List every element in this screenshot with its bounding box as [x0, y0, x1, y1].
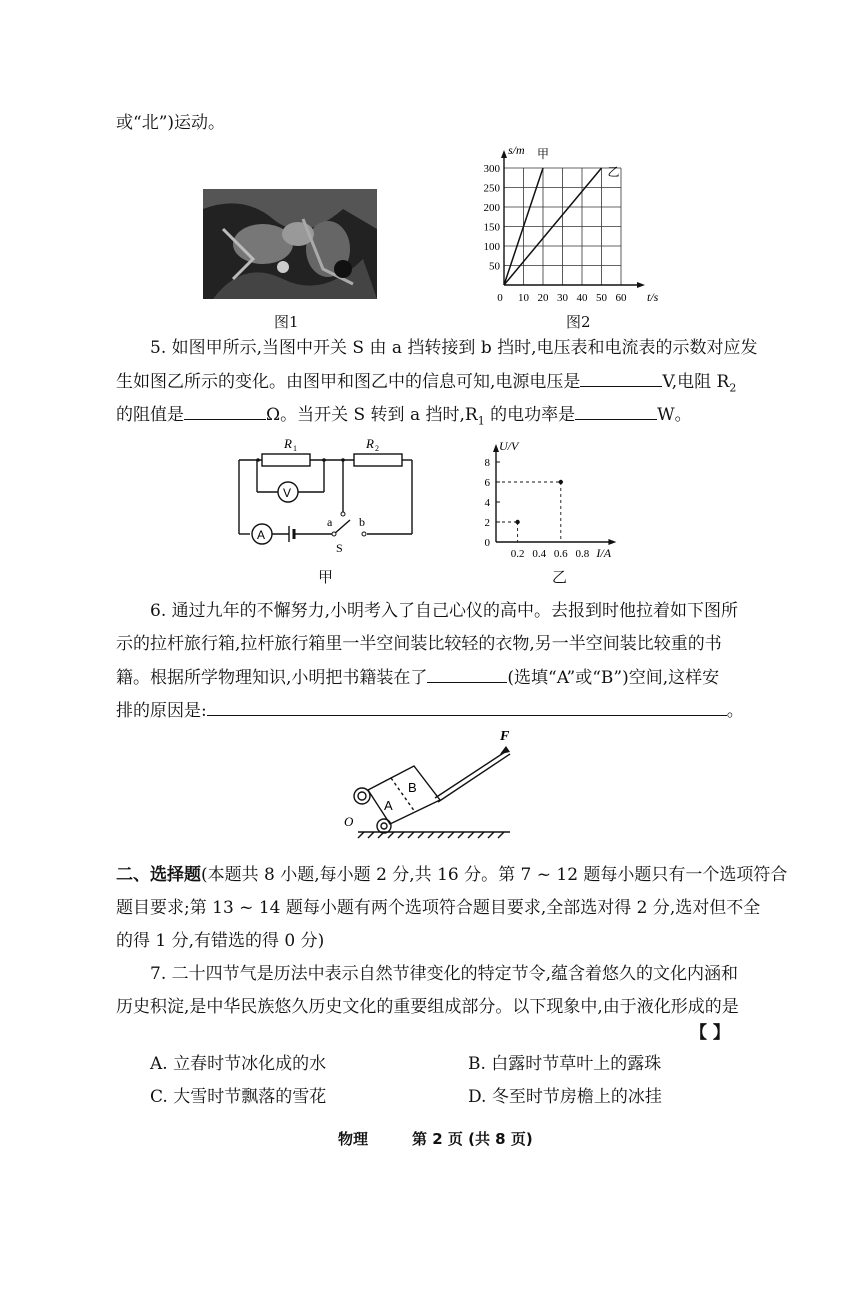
- section-2-line-3: 的得 1 分,有错选的得 0 分): [116, 931, 325, 951]
- st-graph-svg: [470, 135, 660, 310]
- y-tick-label: 300: [483, 163, 500, 175]
- voltmeter-label: V: [283, 486, 292, 500]
- q5-blank-power[interactable]: [575, 403, 657, 420]
- q5-line-3-text-c: 的电功率是: [484, 405, 576, 425]
- r1-label-sub: 1: [293, 444, 297, 453]
- series-label-jia: 甲: [537, 147, 550, 161]
- r1-label: R: [284, 436, 292, 451]
- x-tick-label: 50: [596, 292, 607, 304]
- data-point: [559, 480, 563, 484]
- continued-text: 或“北”)运动。: [116, 113, 226, 133]
- q5-line-3-text-b: Ω。当开关 S 转到 a 挡时,R: [266, 405, 478, 425]
- series-label-yi: 乙: [607, 164, 620, 179]
- x-tick-label: 10: [518, 292, 529, 304]
- x-tick-label: 0.2: [510, 548, 525, 560]
- section-2-line-2: 题目要求;第 13 ~ 14 题每小题有两个选项符合题目要求,全部选对得 2 分,选对但不全: [116, 898, 761, 918]
- pivot-o-label: O: [344, 814, 354, 829]
- y-tick-label: 150: [483, 221, 500, 234]
- y-axis-arrow: [501, 150, 507, 158]
- q7-option-c[interactable]: C. 大雪时节飘落的雪花: [150, 1087, 327, 1107]
- q5-line-3-text-d: W。: [657, 405, 692, 425]
- ui-graph-svg: [474, 432, 634, 562]
- switch-b-label: b: [359, 515, 365, 529]
- x-tick-label: 0.6: [553, 548, 568, 560]
- q6-line-3-text-b: (选填“A”或“B”)空间,这样安: [507, 668, 720, 688]
- q7-answer-bracket[interactable]: 【 】: [690, 1023, 730, 1043]
- r2-label-sub: 2: [375, 444, 379, 453]
- q5-line-2: [116, 370, 736, 399]
- x-axis-arrow: [608, 539, 616, 545]
- y-tick-label: 100: [483, 241, 500, 253]
- footer-subject: 物理: [338, 1130, 369, 1148]
- q6-suitcase-figure: [340, 728, 530, 840]
- y-tick-label: 2: [484, 517, 490, 529]
- q7-option-a[interactable]: A. 立春时节冰化成的水: [150, 1054, 327, 1074]
- x-tick-label: 0.4: [532, 548, 547, 560]
- q5-line-2-text: 生如图乙所示的变化。由图甲和图乙中的信息可知,电源电压是: [116, 372, 581, 392]
- q7-line-2: 历史积淀,是中华民族悠久历史文化的重要组成部分。以下现象中,由于液化形成的是: [116, 997, 739, 1017]
- y-tick-label: 0: [484, 537, 490, 549]
- q5-circuit-caption: 甲: [318, 568, 334, 586]
- q5-ui-graph: [474, 432, 634, 562]
- x-axis-label: I/A: [596, 546, 612, 560]
- q7-option-d[interactable]: D. 冬至时节房檐上的冰挂: [468, 1087, 662, 1107]
- q6-line-4: [116, 699, 744, 722]
- ammeter-label: A: [257, 528, 266, 542]
- space-a-label: A: [384, 798, 393, 813]
- section-2-desc-1: (本题共 8 小题,每小题 2 分,共 16 分。第 7 ~ 12 题每小题只有一个选项符合: [201, 865, 788, 885]
- x-tick-label: 60: [615, 292, 627, 304]
- x-tick-label: 0: [497, 292, 503, 304]
- q6-line-4-end: 。: [726, 701, 744, 721]
- q5-graph-caption: 乙: [552, 568, 568, 586]
- q7-option-b[interactable]: B. 白露时节草叶上的露珠: [468, 1054, 662, 1074]
- x-tick-label: 0.8: [575, 548, 590, 560]
- y-tick-label: 4: [484, 497, 490, 509]
- figure-1-caption: 图1: [274, 313, 299, 331]
- x-tick-label: 40: [576, 292, 588, 304]
- q6-line-2: 示的拉杆旅行箱,拉杆旅行箱里一半空间装比较轻的衣物,另一半空间装比较重的书: [116, 634, 722, 654]
- figure-2-caption: 图2: [566, 313, 591, 331]
- q5-blank-resistance[interactable]: [184, 403, 266, 420]
- q5-line-3: [116, 403, 692, 432]
- q7-line-1: 7. 二十四节气是历法中表示自然节律变化的特定节令,蕴含着悠久的文化内涵和: [150, 964, 739, 984]
- q6-line-4-text: 排的原因是:: [116, 701, 207, 721]
- section-2-line-1: [116, 864, 787, 886]
- q6-blank-reason[interactable]: [207, 699, 727, 716]
- x-axis-arrow: [637, 282, 645, 288]
- y-tick-label: 250: [483, 182, 500, 195]
- x-tick-label: 20: [537, 292, 549, 304]
- section-2-title: 二、选择题: [116, 865, 201, 885]
- q6-line-1: 6. 通过九年的不懈努力,小明考入了自己心仪的高中。去报到时他拉着如下图所: [150, 601, 739, 621]
- q6-line-3-text-a: 籍。根据所学物理知识,小明把书籍装在了: [116, 668, 428, 688]
- q5-circuit-diagram: [232, 434, 422, 574]
- switch-a-label: a: [327, 515, 333, 529]
- x-tick-label: 30: [557, 292, 568, 304]
- r1-resistor: [262, 454, 310, 466]
- force-f-label: F: [500, 729, 510, 744]
- q5-r2-subscript: 2: [729, 381, 737, 395]
- r2-label: R: [366, 436, 374, 451]
- r2-resistor: [354, 454, 402, 466]
- y-tick-label: 6: [484, 477, 490, 489]
- y-tick-label: 8: [484, 457, 490, 469]
- q6-line-3: [116, 666, 719, 689]
- space-b-label: B: [408, 780, 417, 795]
- q5-line-3-text-a: 的阻值是: [116, 405, 184, 425]
- footer-page-number: 第 2 页 (共 8 页): [412, 1130, 533, 1148]
- switch-s-label: S: [336, 541, 343, 555]
- figure-1-photo: [203, 189, 377, 299]
- data-point: [515, 520, 519, 524]
- q5-line-1: 5. 如图甲所示,当图中开关 S 由 a 挡转接到 b 挡时,电压表和电流表的示数对应发: [150, 338, 758, 358]
- q5-blank-voltage[interactable]: [580, 370, 662, 387]
- y-tick-label: 200: [483, 202, 500, 214]
- figure-2-chart: [470, 135, 660, 310]
- q5-line-2-unit: V,电阻 R: [662, 372, 730, 392]
- q5-r1-subscript: 1: [477, 414, 485, 428]
- y-axis-label: s/m: [508, 143, 525, 157]
- x-axis-label: t/s: [647, 290, 659, 304]
- q6-blank-space[interactable]: [427, 666, 507, 683]
- y-axis-label: U/V: [499, 439, 519, 453]
- y-tick-label: 50: [489, 260, 500, 273]
